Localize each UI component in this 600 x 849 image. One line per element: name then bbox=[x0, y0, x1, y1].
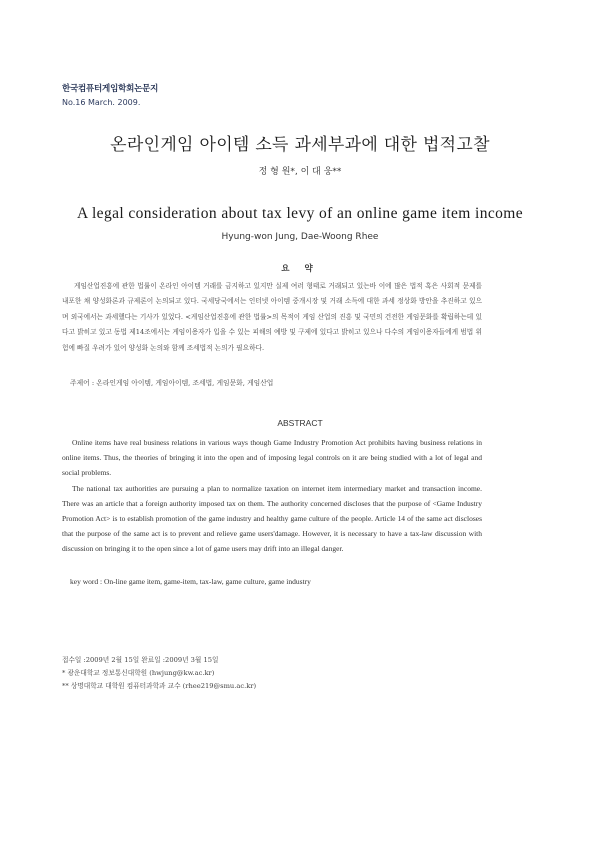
authors-english: Hyung-won Jung, Dae-Woong Rhee bbox=[221, 232, 379, 242]
korean-abstract-text: 게임산업진흥에 관한 법률이 온라인 아이템 거래를 금지하고 있지만 실제 여러 형태로 거래되고 있는바 이에 많은 법적 혹은 사회적 문제를 내포한 채 양성화론과 규제론이 논의되고 있다. 국세당국에서는 인터넷 아이템 중개시장 및 거래 소득에 대한 과세 정상화 방안을 추진하고 있으며 외국에서는 과세했다는 기사가 있었다. <게임산업진흥에 관한 법률>의 목적이 게임 산업의 진흥 및 국민의 건전한 게임문화를 확립하는데 있다고 밝히고 있고 동법 제14조에서는 게임이용자가 입을 수 있는 피해의 예방 및 구제에 있다고 밝히고 있으나 다수의 게임이용자들에게 범법 위험에 빠질 우려가 있어 양성화 논의와 함께 조세법적 논의가 필요하다. bbox=[62, 282, 482, 352]
journal-issue: No.16 March. 2009. bbox=[62, 98, 141, 107]
journal-name: 한국컴퓨터게임학회논문지 bbox=[62, 84, 159, 94]
english-abstract-heading: ABSTRACT bbox=[277, 418, 323, 428]
journal-header bbox=[62, 83, 158, 109]
english-keywords: key word : On-line game item, game-item, tax-law, game culture, game industry bbox=[70, 577, 311, 586]
authors-korean: 정 형 원*, 이 대 웅** bbox=[258, 167, 342, 177]
paper-title-english: A legal consideration about tax levy of an online game item income bbox=[76, 205, 524, 222]
korean-abstract-heading: 요 약 bbox=[281, 264, 319, 274]
english-abstract-paragraph: Online items have real business relations in various ways though Game Industry Promotion Act prohibits having business relations in online items. Thus, the theories of bringing it into the open and of imposing legal controls on it are being studied with a lot of legal and social problems. bbox=[62, 438, 482, 478]
author-affiliation-2: ** 상명대학교 대학원 컴퓨터과학과 교수 (rhee219@smu.ac.kr) bbox=[62, 682, 257, 691]
english-abstract-body bbox=[62, 435, 482, 557]
footnotes bbox=[62, 654, 256, 694]
paper-title-korean: 온라인게임 아이템 소득 과세부과에 대한 법적고찰 bbox=[110, 135, 490, 155]
english-abstract-paragraph: The national tax authorities are pursuing a plan to normalize taxation on internet item intermediary market and transaction income. There was an article that a foreign authority imposed tax on them. The authority concerned discloses that the purpose of <Game Industry Promotion Act> is to establish promotion of the game industry and healthy game culture of the people. Article 14 of the same act discloses that the purpose of the same act is to prevent and relieve game users'damage. However, it is necessary to have a tax-law discussion with discussion on bringing it to the open since a lot of game users may drift into an illegal danger. bbox=[62, 483, 482, 554]
submission-dates: 접수일 :2009년 2월 15일 완료일 :2009년 3월 15일 bbox=[62, 656, 219, 664]
author-affiliation-1: * 광운대학교 정보통신대학원 (hwjung@kw.ac.kr) bbox=[62, 669, 215, 678]
korean-keywords: 주제어 : 온라인게임 아이템, 게임아이템, 조세법, 게임문화, 게임산업 bbox=[70, 379, 274, 387]
